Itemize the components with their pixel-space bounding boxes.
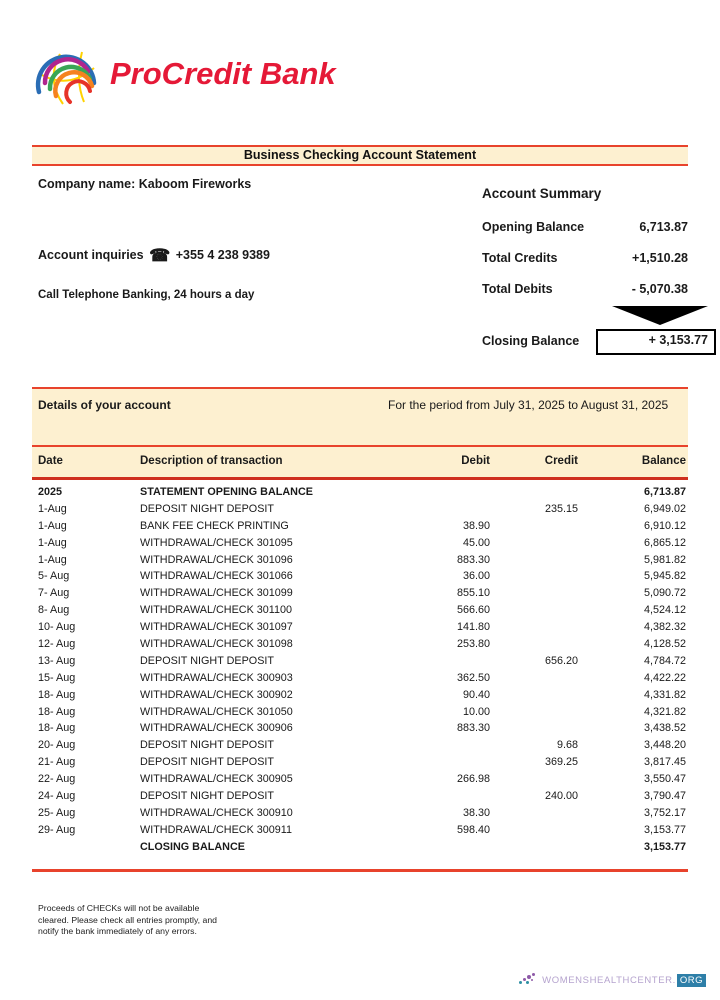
cell-debit: 566.60 bbox=[456, 604, 490, 617]
cell-desc: WITHDRAWAL/CHECK 301100 bbox=[140, 604, 292, 617]
table-row bbox=[32, 636, 688, 653]
table-row bbox=[32, 771, 688, 788]
cell-balance: 3,550.47 bbox=[643, 773, 686, 786]
cell-date: 12- Aug bbox=[38, 638, 76, 651]
cell-debit: 141.80 bbox=[456, 621, 490, 634]
cell-credit: 235.15 bbox=[544, 502, 578, 515]
opening-balance-label: Opening Balance bbox=[482, 220, 585, 234]
closing-balance-value: + 3,153.77 bbox=[596, 329, 716, 355]
cell-date: 22- Aug bbox=[38, 773, 76, 786]
table-row bbox=[32, 501, 688, 518]
cell-balance: 4,128.52 bbox=[643, 638, 686, 651]
cell-desc: WITHDRAWAL/CHECK 300905 bbox=[140, 773, 293, 786]
cell-desc: BANK FEE CHECK PRINTING bbox=[140, 519, 289, 532]
cell-date: 1-Aug bbox=[38, 536, 67, 549]
statement-title-bar: Business Checking Account Statement bbox=[32, 145, 688, 166]
cell-desc: STATEMENT OPENING BALANCE bbox=[140, 486, 313, 498]
cell-debit: 266.98 bbox=[456, 773, 490, 786]
cell-debit: 45.00 bbox=[462, 536, 490, 549]
telephone-banking-line: Call Telephone Banking, 24 hours a day bbox=[38, 289, 255, 301]
footer-notice-line: cleared. Please check all entries promptly, and bbox=[38, 914, 217, 925]
cell-date: 10- Aug bbox=[38, 621, 76, 634]
cell-balance: 5,981.82 bbox=[643, 553, 686, 566]
cell-debit: 253.80 bbox=[456, 638, 490, 651]
cell-date: 1-Aug bbox=[38, 519, 67, 532]
cell-balance: 6,910.12 bbox=[643, 519, 686, 532]
header-balance: Balance bbox=[641, 455, 686, 467]
company-name: Company name: Kaboom Fireworks bbox=[38, 177, 252, 191]
cell-debit: 883.30 bbox=[456, 722, 490, 735]
cell-desc: WITHDRAWAL/CHECK 300911 bbox=[140, 823, 292, 836]
cell-desc: WITHDRAWAL/CHECK 300903 bbox=[140, 671, 293, 684]
cell-balance: 3,790.47 bbox=[643, 790, 686, 803]
cell-desc: WITHDRAWAL/CHECK 301095 bbox=[140, 536, 293, 549]
cell-date: 24- Aug bbox=[38, 790, 76, 803]
cell-date: 1-Aug bbox=[38, 502, 67, 515]
cell-debit: 90.40 bbox=[462, 688, 490, 701]
cell-desc: WITHDRAWAL/CHECK 301097 bbox=[140, 621, 293, 634]
table-row bbox=[32, 568, 688, 585]
total-debits-value: - 5,070.38 bbox=[631, 282, 688, 296]
cell-balance: 3,153.77 bbox=[643, 840, 686, 853]
table-header-row bbox=[32, 447, 688, 480]
cell-debit: 10.00 bbox=[462, 705, 490, 718]
table-row bbox=[32, 687, 688, 704]
brand-name: ProCredit Bank bbox=[110, 56, 336, 91]
cell-balance: 4,331.82 bbox=[643, 688, 686, 701]
cell-balance: 5,945.82 bbox=[643, 570, 686, 583]
footer-notice bbox=[38, 903, 217, 938]
table-row bbox=[32, 602, 688, 619]
total-credits-value: +1,510.28 bbox=[632, 251, 688, 265]
cell-debit: 855.10 bbox=[456, 587, 490, 600]
cell-date: 13- Aug bbox=[38, 654, 76, 667]
cell-balance: 3,817.45 bbox=[643, 756, 686, 769]
cell-balance: 3,752.17 bbox=[643, 806, 686, 819]
table-row bbox=[32, 754, 688, 771]
header-credit: Credit bbox=[544, 455, 578, 467]
cell-debit: 362.50 bbox=[456, 671, 490, 684]
cell-date: 20- Aug bbox=[38, 739, 76, 752]
cell-desc: WITHDRAWAL/CHECK 301098 bbox=[140, 638, 293, 651]
cell-date: 2025 bbox=[38, 486, 63, 498]
statement-period: For the period from July 31, 2025 to August 31, 2025 bbox=[388, 398, 669, 412]
cell-desc: WITHDRAWAL/CHECK 301066 bbox=[140, 570, 293, 583]
header-description: Description of transaction bbox=[140, 455, 283, 467]
watermark-dots-icon bbox=[518, 972, 540, 986]
cell-desc: DEPOSIT NIGHT DEPOSIT bbox=[140, 756, 274, 769]
table-row bbox=[32, 805, 688, 822]
table-row bbox=[32, 670, 688, 687]
cell-debit: 36.00 bbox=[462, 570, 490, 583]
cell-debit: 883.30 bbox=[456, 553, 490, 566]
details-title: Details of your account bbox=[38, 398, 171, 412]
cell-balance: 3,438.52 bbox=[643, 722, 686, 735]
transactions-table-body bbox=[32, 484, 688, 856]
footer-notice-line: Proceeds of CHECKs will not be available bbox=[38, 903, 200, 913]
cell-debit: 598.40 bbox=[456, 823, 490, 836]
cell-date: 18- Aug bbox=[38, 705, 76, 718]
total-credits-label: Total Credits bbox=[482, 251, 558, 265]
account-inquiries-label: Account inquiries bbox=[38, 248, 144, 262]
cell-desc: CLOSING BALANCE bbox=[140, 840, 245, 853]
cell-balance: 6,949.02 bbox=[643, 502, 686, 515]
closing-balance-label: Closing Balance bbox=[482, 334, 580, 348]
watermark bbox=[518, 972, 706, 986]
table-row bbox=[32, 788, 688, 805]
cell-balance: 4,784.72 bbox=[643, 654, 686, 667]
cell-desc: WITHDRAWAL/CHECK 300906 bbox=[140, 722, 293, 735]
cell-balance: 3,153.77 bbox=[643, 823, 686, 836]
details-band bbox=[32, 387, 688, 447]
table-row bbox=[32, 552, 688, 569]
cell-balance: 6,865.12 bbox=[643, 536, 686, 549]
cell-credit: 240.00 bbox=[544, 790, 578, 803]
cell-desc: WITHDRAWAL/CHECK 301096 bbox=[140, 553, 293, 566]
cell-balance: 5,090.72 bbox=[643, 587, 686, 600]
table-row bbox=[32, 737, 688, 754]
account-inquiries-line bbox=[38, 246, 270, 266]
cell-date: 8- Aug bbox=[38, 604, 70, 617]
table-bottom-rule bbox=[32, 869, 688, 872]
cell-debit: 38.90 bbox=[462, 519, 490, 532]
table-row bbox=[32, 619, 688, 636]
arrow-down-icon bbox=[612, 306, 708, 325]
total-debits-label: Total Debits bbox=[482, 282, 553, 296]
cell-desc: WITHDRAWAL/CHECK 301050 bbox=[140, 705, 293, 718]
cell-balance: 4,524.12 bbox=[643, 604, 686, 617]
cell-date: 25- Aug bbox=[38, 806, 76, 819]
cell-credit: 9.68 bbox=[556, 739, 578, 752]
table-row bbox=[32, 535, 688, 552]
cell-balance: 4,382.32 bbox=[643, 621, 686, 634]
account-summary-title: Account Summary bbox=[482, 186, 602, 201]
watermark-org-badge: ORG bbox=[677, 974, 706, 987]
cell-credit: 656.20 bbox=[544, 654, 578, 667]
cell-desc: DEPOSIT NIGHT DEPOSIT bbox=[140, 654, 274, 667]
cell-balance: 4,321.82 bbox=[643, 705, 686, 718]
opening-balance-value: 6,713.87 bbox=[639, 220, 688, 234]
cell-desc: DEPOSIT NIGHT DEPOSIT bbox=[140, 739, 274, 752]
header-date: Date bbox=[38, 455, 63, 467]
footer-notice-line: notify the bank immediately of any errors. bbox=[38, 926, 197, 936]
cell-date: 5- Aug bbox=[38, 570, 70, 583]
cell-desc: WITHDRAWAL/CHECK 300902 bbox=[140, 688, 293, 701]
telephone-icon: ☎ bbox=[149, 246, 171, 265]
table-row bbox=[32, 720, 688, 737]
inquiries-phone-number: +355 4 238 9389 bbox=[175, 248, 270, 262]
cell-credit: 369.25 bbox=[544, 756, 578, 769]
cell-date: 29- Aug bbox=[38, 823, 76, 836]
cell-debit: 38.30 bbox=[462, 806, 490, 819]
table-row bbox=[32, 518, 688, 535]
table-row bbox=[32, 704, 688, 721]
table-row bbox=[32, 822, 688, 839]
cell-date: 18- Aug bbox=[38, 722, 76, 735]
header-debit: Debit bbox=[461, 455, 490, 467]
table-row bbox=[32, 839, 688, 856]
cell-date: 1-Aug bbox=[38, 553, 67, 566]
cell-balance: 4,422.22 bbox=[643, 671, 686, 684]
cell-date: 18- Aug bbox=[38, 688, 76, 701]
cell-date: 15- Aug bbox=[38, 671, 76, 684]
cell-desc: DEPOSIT NIGHT DEPOSIT bbox=[140, 790, 274, 803]
procredit-globe-logo-icon bbox=[30, 38, 108, 114]
table-row bbox=[32, 484, 688, 501]
watermark-text: WOMENSHEALTHCENTER. bbox=[542, 975, 676, 986]
cell-balance: 6,713.87 bbox=[643, 486, 686, 498]
cell-date: 21- Aug bbox=[38, 756, 76, 769]
cell-desc: DEPOSIT NIGHT DEPOSIT bbox=[140, 502, 274, 515]
cell-date: 7- Aug bbox=[38, 587, 70, 600]
cell-balance: 3,448.20 bbox=[643, 739, 686, 752]
cell-desc: WITHDRAWAL/CHECK 301099 bbox=[140, 587, 293, 600]
cell-desc: WITHDRAWAL/CHECK 300910 bbox=[140, 806, 293, 819]
table-row bbox=[32, 653, 688, 670]
table-row bbox=[32, 585, 688, 602]
